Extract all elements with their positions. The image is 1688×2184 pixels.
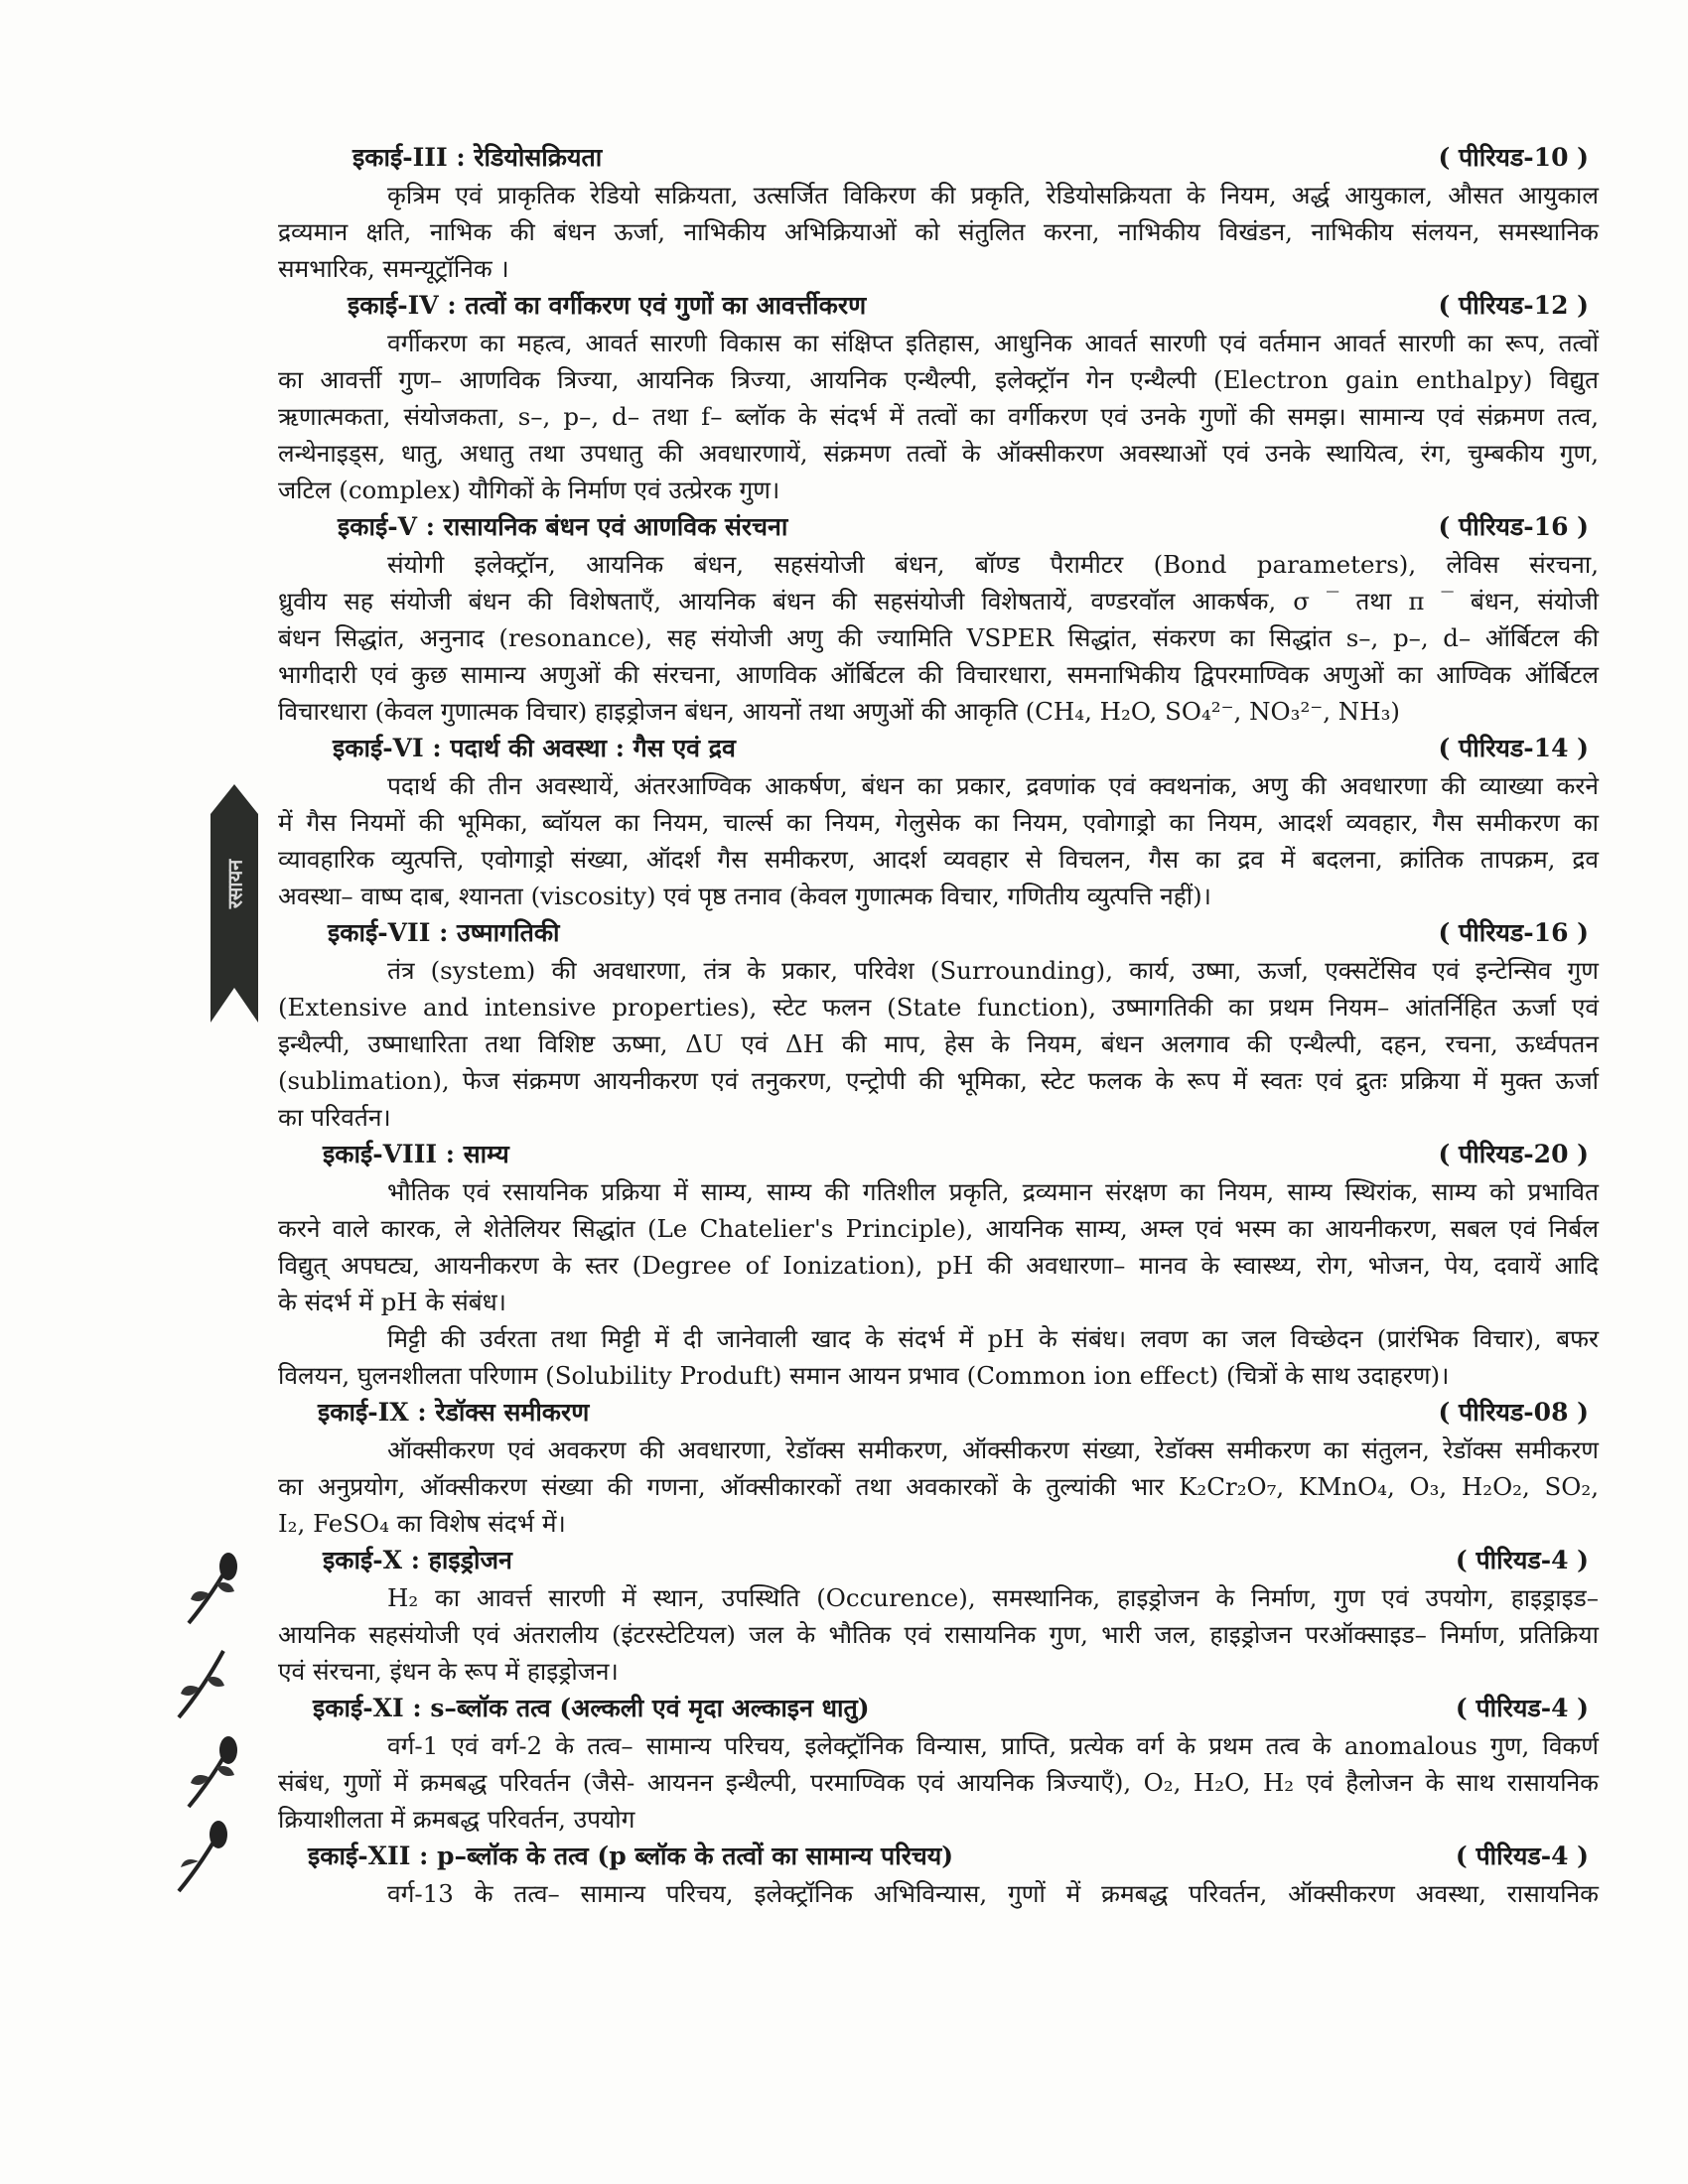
side-tab-label: रसायन [222, 859, 247, 908]
syllabus-unit [278, 508, 1599, 730]
text-line: इन्थैल्पी, उष्माधारिता तथा विशिष्ट ऊष्मा, ΔU एवं ΔH की माप, हेस के नियम, बंधन अलगाव की एन्थैल्पी, दहन, रचना, ऊर्ध्वपतन [278, 1029, 1599, 1058]
text-line: बंधन सिद्धांत, अनुनाद (resonance), सह संयोजी अणु की ज्यामिति VSPER सिद्धांत, संकरण का सिद्धांत s–, p–, d– ऑर्बिटल की [278, 623, 1599, 652]
text-line: I₂, FeSO₄ का विशेष संदर्भ में। [278, 1509, 566, 1538]
text-line: विचारधारा (केवल गुणात्मक विचार) हाइड्रोजन बंधन, आयनों तथा अणुओं की आकृति (CH₄, H₂O, SO₄²⁻, NO₃²⁻, NH₃) [278, 697, 1400, 726]
unit-period: ( पीरियड-16 ) [1438, 512, 1589, 541]
unit-heading-row [278, 1690, 1599, 1727]
text-line: संयोगी इलेक्ट्रॉन, आयनिक बंधन, सहसंयोजी बंधन, बॉण्ड पैरामीटर (Bond parameters), लेविस संरचना, [387, 550, 1599, 579]
unit-heading-row [278, 1394, 1599, 1432]
unit-heading-row [278, 1136, 1599, 1173]
unit-title: इकाई-VI : पदार्थ की अवस्था : गैस एवं द्रव [333, 734, 736, 762]
text-line: द्रव्यमान क्षति, नाभिक की बंधन ऊर्जा, नाभिकीय अभिक्रियाओं को संतुलित करना, नाभिकीय विखंडन, नाभिकीय संलयन, समस्थानिक [278, 217, 1599, 246]
text-line: वर्गीकरण का महत्व, आवर्त सारणी विकास का संक्षिप्त इतिहास, आधुनिक आवर्त सारणी एवं वर्तमान आवर्त सारणी का रूप, तत्वों [387, 329, 1599, 357]
unit-heading-row [278, 1838, 1599, 1875]
syllabus-unit [278, 1838, 1599, 1912]
text-line: पदार्थ की तीन अवस्थायें, अंतरआण्विक आकर्षण, बंधन का प्रकार, द्रवणांक एवं क्वथनांक, अणु की अवधारणा की व्याख्या करने [387, 771, 1599, 800]
text-line: आयनिक सहसंयोजी एवं अंतरालीय (इंटरस्टेटियल) जल के भौतिक एवं रासायनिक गुण, भारी जल, हाइड्रोजन परऑक्साइड– निर्माण, प्रतिक्रिया [278, 1620, 1599, 1649]
text-line: क्रियाशीलता में क्रमबद्ध परिवर्तन, उपयोग [278, 1805, 635, 1834]
unit-heading-row [278, 730, 1599, 767]
unit-title: इकाई-V : रासायनिक बंधन एवं आणविक संरचना [338, 512, 788, 541]
text-line: के संदर्भ में pH के संबंध। [278, 1288, 506, 1316]
text-line: कृत्रिम एवं प्राकृतिक रेडियो सक्रियता, उत्सर्जित विकिरण की प्रकृति, रेडियोसक्रियता के नियम, अर्द्ध आयुकाल, औसत आयुकाल [387, 181, 1599, 209]
text-line: जटिल (complex) यौगिकों के निर्माण एवं उत्प्रेरक गुण। [278, 476, 780, 504]
unit-heading-row [278, 914, 1599, 952]
unit-period: ( पीरियड-14 ) [1438, 734, 1589, 762]
text-line: विद्युत् अपघट्य, आयनीकरण के स्तर (Degree of Ionization), pH की अवधारणा– मानव के स्वास्थ्य, रोग, भोजन, पेय, दवायें आदि [278, 1251, 1599, 1280]
unit-heading-row [278, 1542, 1599, 1579]
unit-period: ( पीरियड-08 ) [1438, 1398, 1589, 1427]
text-line: करने वाले कारक, ले शेतेलियर सिद्धांत (Le Chatelier's Principle), आयनिक साम्य, अम्ल एवं भस्म का आयनीकरण, सबल एवं निर्बल [278, 1214, 1599, 1243]
text-line: का परिवर्तन। [278, 1103, 391, 1132]
text-line: में गैस नियमों की भूमिका, ब्वॉयल का नियम, चार्ल्स का नियम, गेलुसेक का नियम, एवोगाड्रो का नियम, आदर्श व्यवहार, गैस समीकरण का [278, 808, 1599, 837]
syllabus-document [278, 0, 1599, 1952]
text-line: वर्ग-1 एवं वर्ग-2 के तत्व– सामान्य परिचय, इलेक्ट्रॉनिक विन्यास, प्राप्ति, प्रत्येक वर्ग के प्रथम तत्व के anomalous गुण, विकर्ण [387, 1731, 1599, 1760]
text-line: मिट्टी की उर्वरता तथा मिट्टी में दी जानेवाली खाद के संदर्भ में pH के संबंध। लवण का जल विच्छेदन (प्रारंभिक विचार), बफर [387, 1324, 1599, 1353]
text-line: लन्थेनाइड्स, धातु, अधातु तथा उपधातु की अवधारणायें, संक्रमण तत्वों के ऑक्सीकरण अवस्थाओं एवं उनके स्थायित्व, रंग, चुम्बकीय गुण, [278, 439, 1599, 468]
text-line: का आवर्त्ती गुण– आणविक त्रिज्या, आयनिक त्रिज्या, आयनिक एन्थैल्पी, इलेक्ट्रॉन गेन एन्थैल्पी (Electron gain enthalpy) विद्युत [278, 365, 1599, 394]
text-line: भौतिक एवं रसायनिक प्रक्रिया में साम्य, साम्य की गतिशील प्रकृति, द्रव्यमान संरक्षण का नियम, साम्य स्थिरांक, साम्य को प्रभावित [387, 1177, 1599, 1206]
syllabus-unit [278, 287, 1599, 508]
text-line: का अनुप्रयोग, ऑक्सीकरण संख्या की गणना, ऑक्सीकारकों तथा अवकारकों के तुल्यांकी भार K₂Cr₂O₇, KMnO₄, O₃, H₂O₂, SO₂, [278, 1472, 1599, 1501]
unit-period: ( पीरियड-10 ) [1438, 143, 1589, 172]
side-tab-label-wrap [211, 824, 258, 943]
text-line: वर्ग-13 के तत्व– सामान्य परिचय, इलेक्ट्रॉनिक अभिविन्यास, गुणों में क्रमबद्ध परिवर्तन, ऑक्सीकरण अवस्था, रासायनिक [387, 1879, 1599, 1908]
text-line: समभारिक, समन्यूट्रॉनिक । [278, 254, 509, 283]
syllabus-unit [278, 1542, 1599, 1690]
unit-period: ( पीरियड-20 ) [1438, 1140, 1589, 1168]
unit-period: ( पीरियड-4 ) [1455, 1842, 1589, 1870]
unit-period: ( पीरियड-12 ) [1438, 291, 1589, 320]
unit-title: इकाई-X : हाइड्रोजन [323, 1546, 512, 1574]
floral-sprig-icon [179, 1549, 248, 1628]
text-line: ऋणात्मकता, संयोजकता, s–, p–, d– तथा f– ब्लॉक के संदर्भ में तत्वों का वर्गीकरण एवं उनके गुणों की समझ। सामान्य एवं संक्रमण तत्व, [278, 402, 1599, 431]
unit-period: ( पीरियड-16 ) [1438, 918, 1589, 947]
text-line: ध्रुवीय सह संयोजी बंधन की विशेषताएँ, आयनिक बंधन की सहसंयोजी विशेषतायें, वण्डरवॉल आकर्षक, σ ‾ तथा π ‾ बंधन, संयोजी [278, 587, 1599, 615]
text-line: व्यावहारिक व्युत्पत्ति, एवोगाड्रो संख्या, ऑदर्श गैस समीकरण, आदर्श व्यवहार से विचलन, गैस का द्रव में बदलना, क्रांतिक तापक्रम, द्रव [278, 845, 1599, 874]
syllabus-unit [278, 1690, 1599, 1838]
syllabus-unit [278, 1394, 1599, 1542]
text-line: अवस्था– वाष्प दाब, श्यानता (viscosity) एवं पृष्ठ तनाव (केवल गुणात्मक विचार, गणितीय व्युत्पत्ति नहीं)। [278, 882, 1211, 910]
syllabus-unit [278, 914, 1599, 1136]
text-line: तंत्र (system) की अवधारणा, तंत्र के प्रकार, परिवेश (Surrounding), कार्य, उष्मा, ऊर्जा, एक्सटेंसिव एवं इन्टेन्सिव गुण [387, 956, 1599, 985]
floral-sprig-icon [169, 1643, 238, 1722]
unit-title: इकाई-XII : p–ब्लॉक के तत्व (p ब्लॉक के तत्वों का सामान्य परिचय) [308, 1842, 954, 1870]
unit-title: इकाई-IV : तत्वों का वर्गीकरण एवं गुणों का आवर्त्तीकरण [348, 291, 867, 320]
text-line: H₂ का आवर्त्त सारणी में स्थान, उपस्थिति (Occurence), समस्थानिक, हाइड्रोजन के निर्माण, गुण एवं उपयोग, हाइड्राइड– [387, 1583, 1599, 1612]
unit-title: इकाई-XI : s–ब्लॉक तत्व (अल्कली एवं मृदा अल्काइन धातु) [313, 1694, 870, 1722]
text-line: (sublimation), फेज संक्रमण आयनीकरण एवं तनुकरण, एन्ट्रोपी की भूमिका, स्टेट फलक के रूप में स्वतः एवं द्रुतः प्रक्रिया में मुक्त ऊर्जा [278, 1066, 1599, 1095]
text-line: एवं संरचना, इंधन के रूप में हाइड्रोजन। [278, 1657, 619, 1686]
unit-title: इकाई-IX : रेडॉक्स समीकरण [318, 1398, 590, 1427]
text-line: (Extensive and intensive properties), स्टेट फलन (State function), उष्मागतिकी का प्रथम नियम– आंतर्निहित ऊर्जा एवं [278, 993, 1599, 1022]
unit-heading-row [278, 508, 1599, 546]
floral-sprig-icon [169, 1817, 238, 1896]
syllabus-unit [278, 1136, 1599, 1394]
text-line: भागीदारी एवं कुछ सामान्य अणुओं की संरचना, आणविक ऑर्बिटल की विचारधारा, समनाभिकीय द्विपरमाण्विक अणुओं का आण्विक ऑर्बिटल [278, 660, 1599, 689]
syllabus-unit [278, 730, 1599, 914]
text-line: संबंध, गुणों में क्रमबद्ध परिवर्तन (जैसे- आयनन इन्थैल्पी, परमाण्विक एवं आयनिक त्रिज्याएँ), O₂, H₂O, H₂ एवं हैलोजन के साथ रासायनिक [278, 1768, 1599, 1797]
unit-title: इकाई-III : रेडियोसक्रियता [352, 143, 603, 172]
floral-sprig-icon [179, 1732, 248, 1812]
unit-title: इकाई-VIII : साम्य [323, 1140, 509, 1168]
unit-heading-row [278, 139, 1599, 177]
unit-title: इकाई-VII : उष्मागतिकी [328, 918, 560, 947]
unit-heading-row [278, 287, 1599, 325]
text-line: विलयन, घुलनशीलता परिणाम (Solubility Produft) समान आयन प्रभाव (Common ion effect) (चित्रों के साथ उदाहरण)। [278, 1361, 1450, 1390]
syllabus-unit [278, 139, 1599, 287]
unit-period: ( पीरियड-4 ) [1455, 1546, 1589, 1574]
text-line: ऑक्सीकरण एवं अवकरण की अवधारणा, रेडॉक्स समीकरण, ऑक्सीकरण संख्या, रेडॉक्स समीकरण का संतुलन, रेडॉक्स समीकरण [387, 1435, 1599, 1464]
unit-period: ( पीरियड-4 ) [1455, 1694, 1589, 1722]
